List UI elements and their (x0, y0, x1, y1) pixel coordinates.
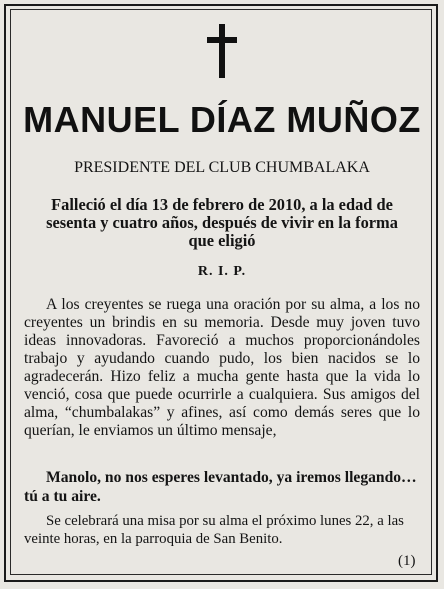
death-line-3: que eligió (188, 231, 256, 250)
cross-vertical-bar (219, 24, 225, 78)
deceased-name: MANUEL DÍAZ MUÑOZ (23, 99, 421, 140)
mass-announcement: Se celebrará una misa por su alma el próximo lunes 22, a las veinte horas, en la parroquia de San Benito. (24, 513, 404, 547)
farewell-message: Manolo, no nos esperes levantado, ya iremos llegando… tú a tu aire. (24, 469, 417, 505)
body-paragraph (24, 296, 420, 440)
deceased-role: PRESIDENTE DEL CLUB CHUMBALAKA (74, 159, 370, 176)
latin-cross-icon (207, 24, 237, 78)
page-number: (1) (398, 553, 416, 569)
death-announcement (30, 196, 414, 250)
rip-heading: R. I. P. (197, 264, 247, 279)
death-line-1: Falleció el día 13 de febrero de 2010, a la edad de (51, 195, 393, 214)
body-paragraph-text: A los creyentes se ruega una oración por su alma, a los no creyentes un brindis en su memoria. Desde muy joven tuvo ideas innovadoras. Favoreció a muchos proporcionándoles trabajo y ayudando cuando pudo, los bien nacidos se lo agradecerán. Hizo feliz a mucha gente hasta que la vida lo venció, cosa que puede ocurrirle a cualquiera. Sus amigos del alma, “chumbalakas” y afines, así como demás seres que lo querían, le enviamos un último mensaje, (24, 296, 420, 439)
death-line-2: sesenta y cuatro años, después de vivir en la forma (46, 213, 398, 232)
cross-horizontal-bar (207, 37, 237, 43)
